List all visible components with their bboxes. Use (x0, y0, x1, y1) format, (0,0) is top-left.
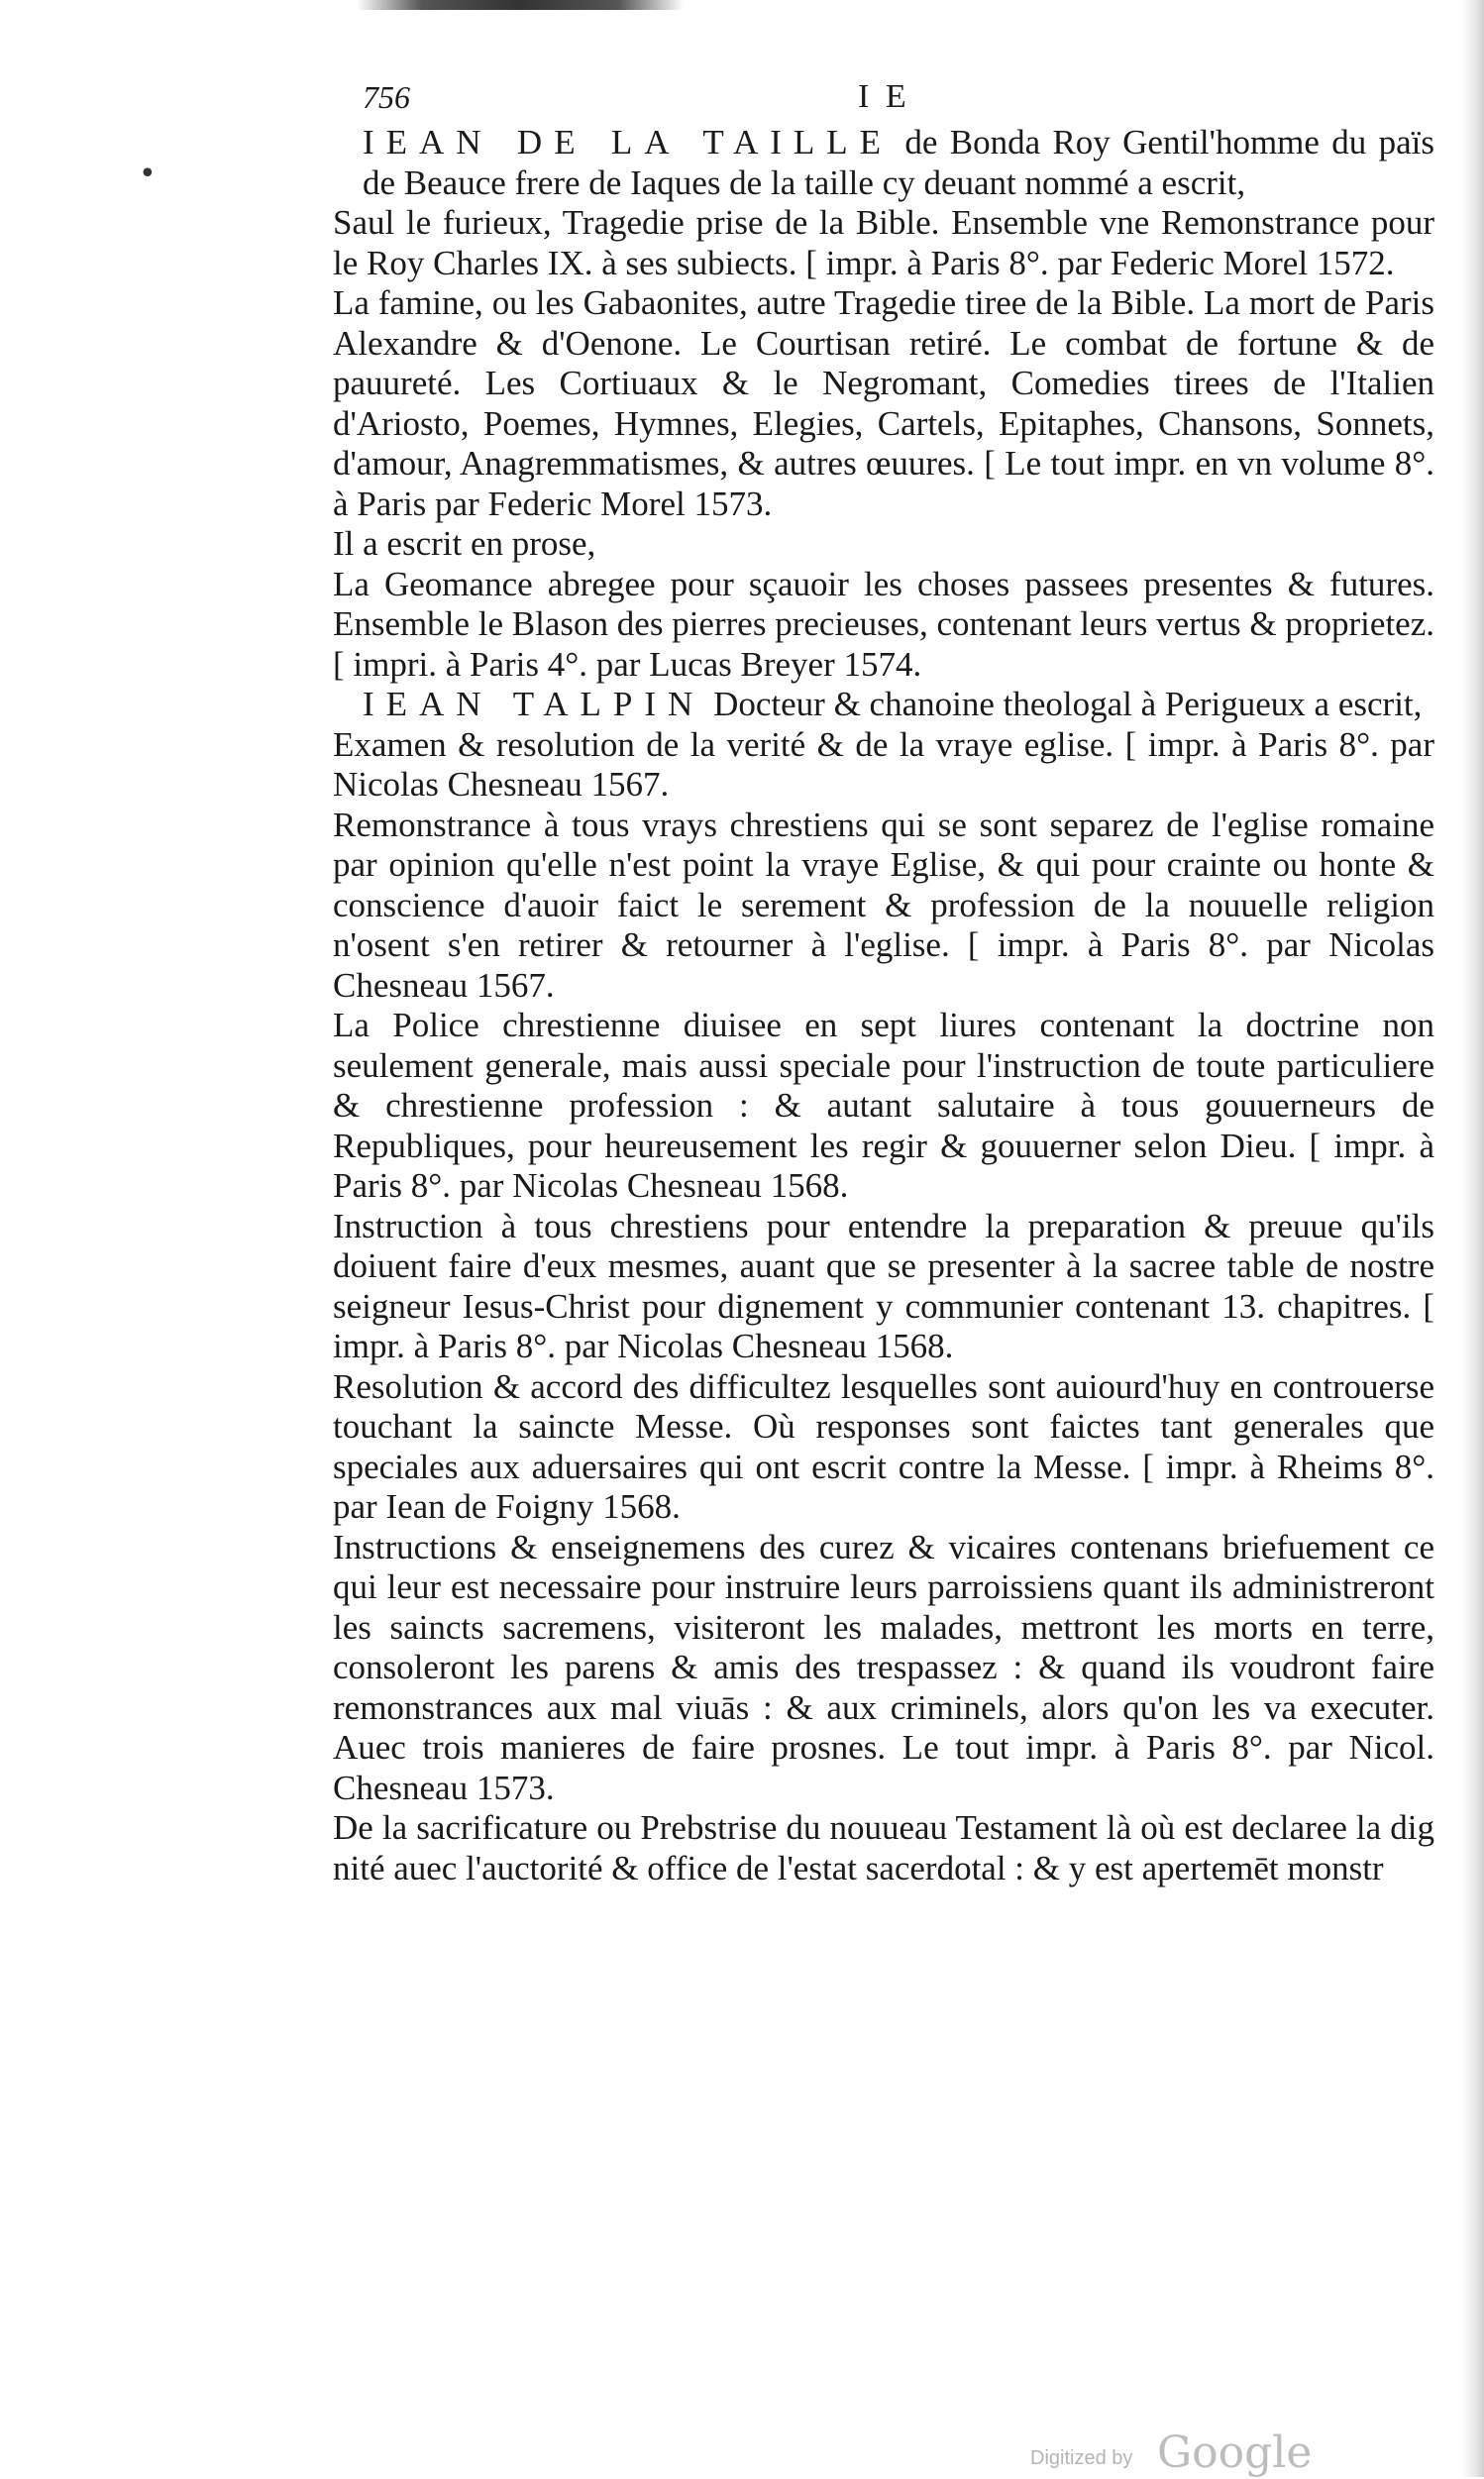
work-item: La Police chrestienne diuisee en sept liures contenant la doctrine non seulement generale, mais aussi speciale pour l'instruction de toute particuliere & chrestienne profession : & autant salutaire à tous gouuerneurs de Republiques, pour heureusement les regir & gouuerner selon Dieu. [ impr. à Paris 8°. par Nicolas Chesneau 1568. (333, 1006, 1434, 1205)
google-logo: Google (1157, 2427, 1313, 2478)
page-edge-shadow (1462, 0, 1484, 2477)
digitized-footer (1030, 2427, 1446, 2479)
work-item: De la sacrificature ou Prebstrise du nouueau Testament là où est declaree la dig nité auec l'auctorité & office de l'estat sacerdotal : & y est apertemēt monstr (333, 1808, 1434, 1887)
author-name: IEAN DE LA TAILLE (363, 123, 894, 162)
book-page (333, 77, 1434, 1888)
entry-jean-de-la-taille (333, 123, 1434, 685)
work-item: Remonstrance à tous vrays chrestiens qui se sont separez de l'eglise romaine par opinion qu'elle n'est point la vraye Eglise, & qui pour crainte ou honte & conscience d'auoir faict le serement & profession de la nouuelle religion n'osent s'en retirer & retourner à l'eglise. [ impr. à Paris 8°. par Nicolas Chesneau 1567. (333, 805, 1434, 1005)
work-item: La Geomance abregee pour sçauoir les choses passees presentes & futures. Ensemble le Blason des pierres precieuses, contenant leurs vertus & proprietez. [ impri. à Paris 4°. par Lucas Breyer 1574. (333, 564, 1434, 684)
work-item: Il a escrit en prose, (333, 524, 596, 563)
running-head: I E (858, 78, 910, 115)
work-item: Resolution & accord des difficultez lesquelles sont auiourd'huy en controuerse touchant la saincte Messe. Où responses sont faictes tant generales que speciales aux aduersaires qui ont escrit contre la Messe. [ impr. à Rheims 8°. par Iean de Foigny 1568. (333, 1366, 1434, 1526)
author-description: Docteur & chanoine theologal à Perigueux a escrit, (713, 685, 1423, 723)
work-item: Examen & resolution de la verité & de la vraye eglise. [ impr. à Paris 8°. par Nicolas Chesneau 1567. (333, 724, 1434, 804)
top-scan-mark (357, 0, 684, 10)
work-item: La famine, ou les Gabaonites, autre Tragedie tiree de la Bible. La mort de Paris Alexandre & d'Oenone. Le Courtisan retiré. Le combat de fortune & de pauureté. Les Cortiuaux & le Negromant, Comedies tirees de l'Italien d'Ariosto, Poemes, Hymnes, Elegies, Cartels, Epitaphes, Chansons, Sonnets, d'amour, Anagremmatismes, & autres œuures. [ Le tout impr. en vn volume 8°. à Paris par Federic Morel 1573. (333, 283, 1434, 523)
work-item: Instructions & enseignemens des curez & vicaires contenans briefuement ce qui leur est necessaire pour instruire leurs parroissiens quant ils administreront les saincts sacremens, visiteront les malades, mettront les morts en terre, consoleront les parens & amis des trespassez : & quand ils voudront faire remonstrances aux mal viuās : & aux criminels, alors qu'on les va executer. Auec trois manieres de faire prosnes. Le tout impr. à Paris 8°. par Nicol. Chesneau 1573. (333, 1527, 1434, 1807)
author-description: de Bonda Roy Gentil'homme du païs de Beauce frere de Iaques de la taille cy deuant nommé a escrit, (363, 123, 1434, 202)
entry-heading (333, 123, 1434, 203)
entry-heading (333, 685, 1434, 725)
page-number: 756 (363, 79, 410, 115)
author-name: IEAN TALPIN (363, 685, 705, 723)
entry-jean-talpin (333, 685, 1434, 1888)
digitized-by-label: Digitized by (1030, 2447, 1133, 2469)
page-header (333, 77, 1434, 121)
work-item: Instruction à tous chrestiens pour entendre la preparation & preuue qu'ils doiuent faire d'eux mesmes, auant que se presenter à la sacree table de nostre seigneur Iesus-Christ pour dignement y communier contenant 13. chapitres. [ impr. à Paris 8°. par Nicolas Chesneau 1568. (333, 1206, 1434, 1365)
work-item: Saul le furieux, Tragedie prise de la Bible. Ensemble vne Remonstrance pour le Roy Charles IX. à ses subiects. [ impr. à Paris 8°. par Federic Morel 1572. (333, 203, 1434, 282)
margin-mark: • (139, 157, 157, 191)
